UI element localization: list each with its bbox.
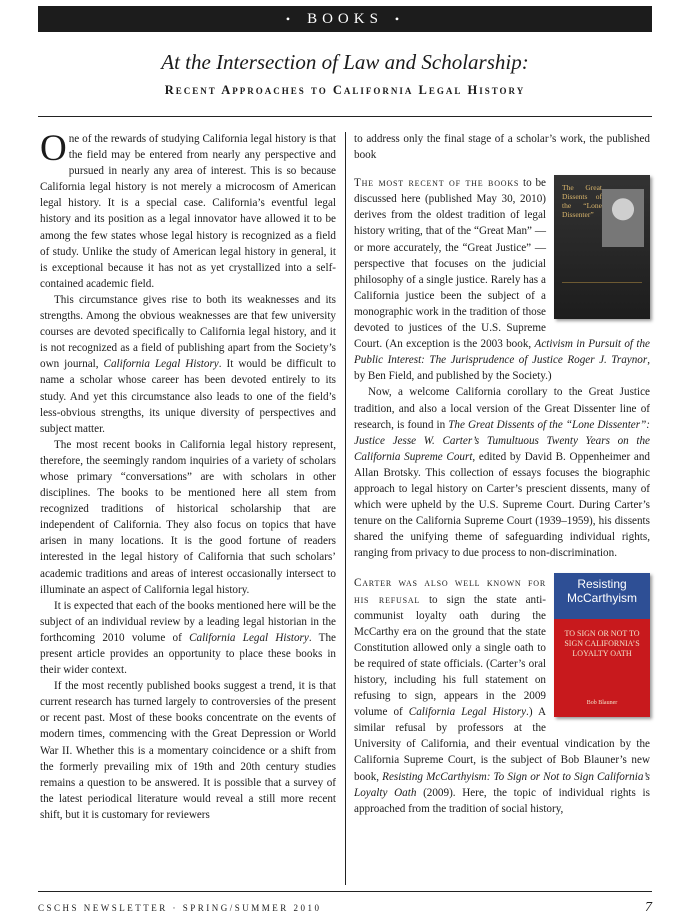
bullet-icon: • [285,11,296,26]
paragraph: to address only the final stage of a scholar’s work, the published book [354,133,650,162]
book-cover-resisting-mccarthyism [554,573,650,717]
paragraph-text: Now, a welcome California corollary to the Great Justice tradition, and also a local version of the Great Dissenter line of research, is found in [354,386,650,431]
section-banner [38,6,652,32]
paragraph [40,128,336,292]
paragraph-text: (2009). Here, the topic of individual rights is approached from the tradition of social history, [354,786,650,815]
paragraph-text: ne of the rewards of studying California legal history is that the field may be entered from nearly any perspective and pursued in nearly any area of interest. This is so because California legal history is not merely a microcosm of American legal history. It is a special case. California’s eventful legal history and its position as a legal innovator have allowed it to be among the few states whose legal history is recognized as a field of study. Unlike the study of American legal history in general, it is exceptional because it has not as yet crystallized into a self-contained academic field. [40,133,336,290]
bullet-icon: • [394,11,405,26]
right-column [354,131,650,817]
article-subtitle: Recent Approaches to California Legal History [164,83,526,97]
lead-in: Carter was also well known for his refusal [354,577,546,606]
cover-divider [562,282,642,297]
journal-title: California Legal History [103,358,219,371]
paragraph-text: , by Ben Field, and published by the Society.) [354,354,650,383]
paragraph-text: , edited by David B. Oppenheimer and Allan Brotsky. This collection of essays focuses the biographic approach to legal history on Carter’s prescient dissents, many of which were upheld by the U.S. Supreme Court. During Carter’s tenure on the California Supreme Court (1939–1959), his dissents shared the unifying theme of safeguarding individual rights, ranging from privacy to due process to non-discrimination. [354,450,650,560]
left-column [40,128,337,823]
paragraph-text: .) A similar refusal by professors at the University of California, and their eventual vindication by the California Supreme Court, is the subject of Bob Blauner’s new book, [354,706,650,783]
book-title: Resisting McCarthyism: To Sign or Not to Sign California’s Loyalty Oath [354,770,650,799]
book-cover-author: Bob Blauner [586,700,618,707]
paragraph [40,292,336,437]
article-title: At the Intersection of Law and Scholarship: [161,50,529,74]
book-cover-subtitle: TO SIGN OR NOT TO SIGN CALIFORNIA’S LOYALTY OATH [564,629,640,659]
paragraph-text: It is expected that each of the books mentioned here will be the subject of an individual review by a leading legal historian in the forthcoming 2010 volume of [40,599,336,644]
footer-publication: CSCHS NEWSLETTER · SPRING/SUMMER 2010 [38,903,322,913]
header-rule [38,116,652,117]
paragraph-text: to be discussed here (published May 30, 2010) derives from the oldest tradition of legal history writing, that of the “Great Man” — or more accurately, the “Great Justice” — perspective that focuses on the judicial philosophy of a single justice. Rarely has a California justice been the subject of a monographic work in the tradition of those devoted to justices of the U.S. Supreme Court. (An exception is the 2003 book, [354,177,546,351]
section-label: BOOKS [307,10,383,27]
paragraph-text: . The present article provides an opportunity to place these books in their wider context. [40,631,336,677]
paragraph-text: to sign the state anti-communist loyalty oath during the McCarthy era on the ground that the state Constitution allowed only a single oath to be required of state officials. (Carter’s oral history, including his full statement on refusing to sign, appears in the 2009 volume of [354,593,546,719]
book-title: The Great Dissents of the “Lone Dissenter”: Justice Jesse W. Carter’s Tumultuous Twenty Years on the California Supreme Court [354,418,650,463]
page-footer [38,900,652,916]
journal-title: California Legal History [189,631,309,644]
page-number: 7 [645,900,652,915]
book-cover-great-dissents [554,175,650,319]
paragraph [40,598,336,678]
column-divider [345,132,346,885]
paragraph: If the most recently published books suggest a trend, it is that current research has turned largely to controversies of the present or recent past. Most of these books concentrate on the events of modern times, commencing with the Great Depression or World War II. Whether this is a momentary coincidence or a shift from the formerly prevailing mix of 19th and 20th century studies remains a question to be answered. It is possible that a survey of the latest periodical literature would reveal a still more recent shift, but it is customary for reviewers [40,680,336,821]
paragraph-text: . It would be difficult to name a scholar whose career has been devoted entirely to its study. And yet this circumstance also leads to one of the field’s less-obvious strengths, its unique diversity of perspectives and subject matter. [40,358,337,435]
drop-cap: O [40,128,67,169]
portrait-image [602,189,644,247]
paragraph-text: This circumstance gives rise to both its weaknesses and its strengths. Among the obvious weaknesses are that few university courses are devoted specifically to California legal history, and it is not recognized as a field of publishing apart from the Society’s own journal, [40,293,336,371]
book-cover-title: Resisting McCarthyism [554,573,650,619]
book-cover-title: The Great Dissents of the “Lone Dissenter” [562,183,602,220]
journal-title: California Legal History [408,706,527,719]
paragraph [354,384,650,561]
lead-in: The most recent of the books [354,177,520,190]
paragraph: The most recent books in California legal history represent, therefore, the seemingly random inquiries of a variety of scholars whose primary “conversations” are with scholars in other disciplines. The books to be mentioned here all stem from recognized traditions of historical scholarship that are independent of California. They also focus on topics that have arisen in many locations. It is the good fortune of readers interested in the legal history of California that such scholars’ academic traditions and areas of interest occasionally intersect to illuminate an aspect of California legal history. [40,438,336,596]
footer-rule [38,891,652,892]
book-title: Activism in Pursuit of the Public Interest: The Jurisprudence of Justice Roger J. Traynor [354,338,650,367]
